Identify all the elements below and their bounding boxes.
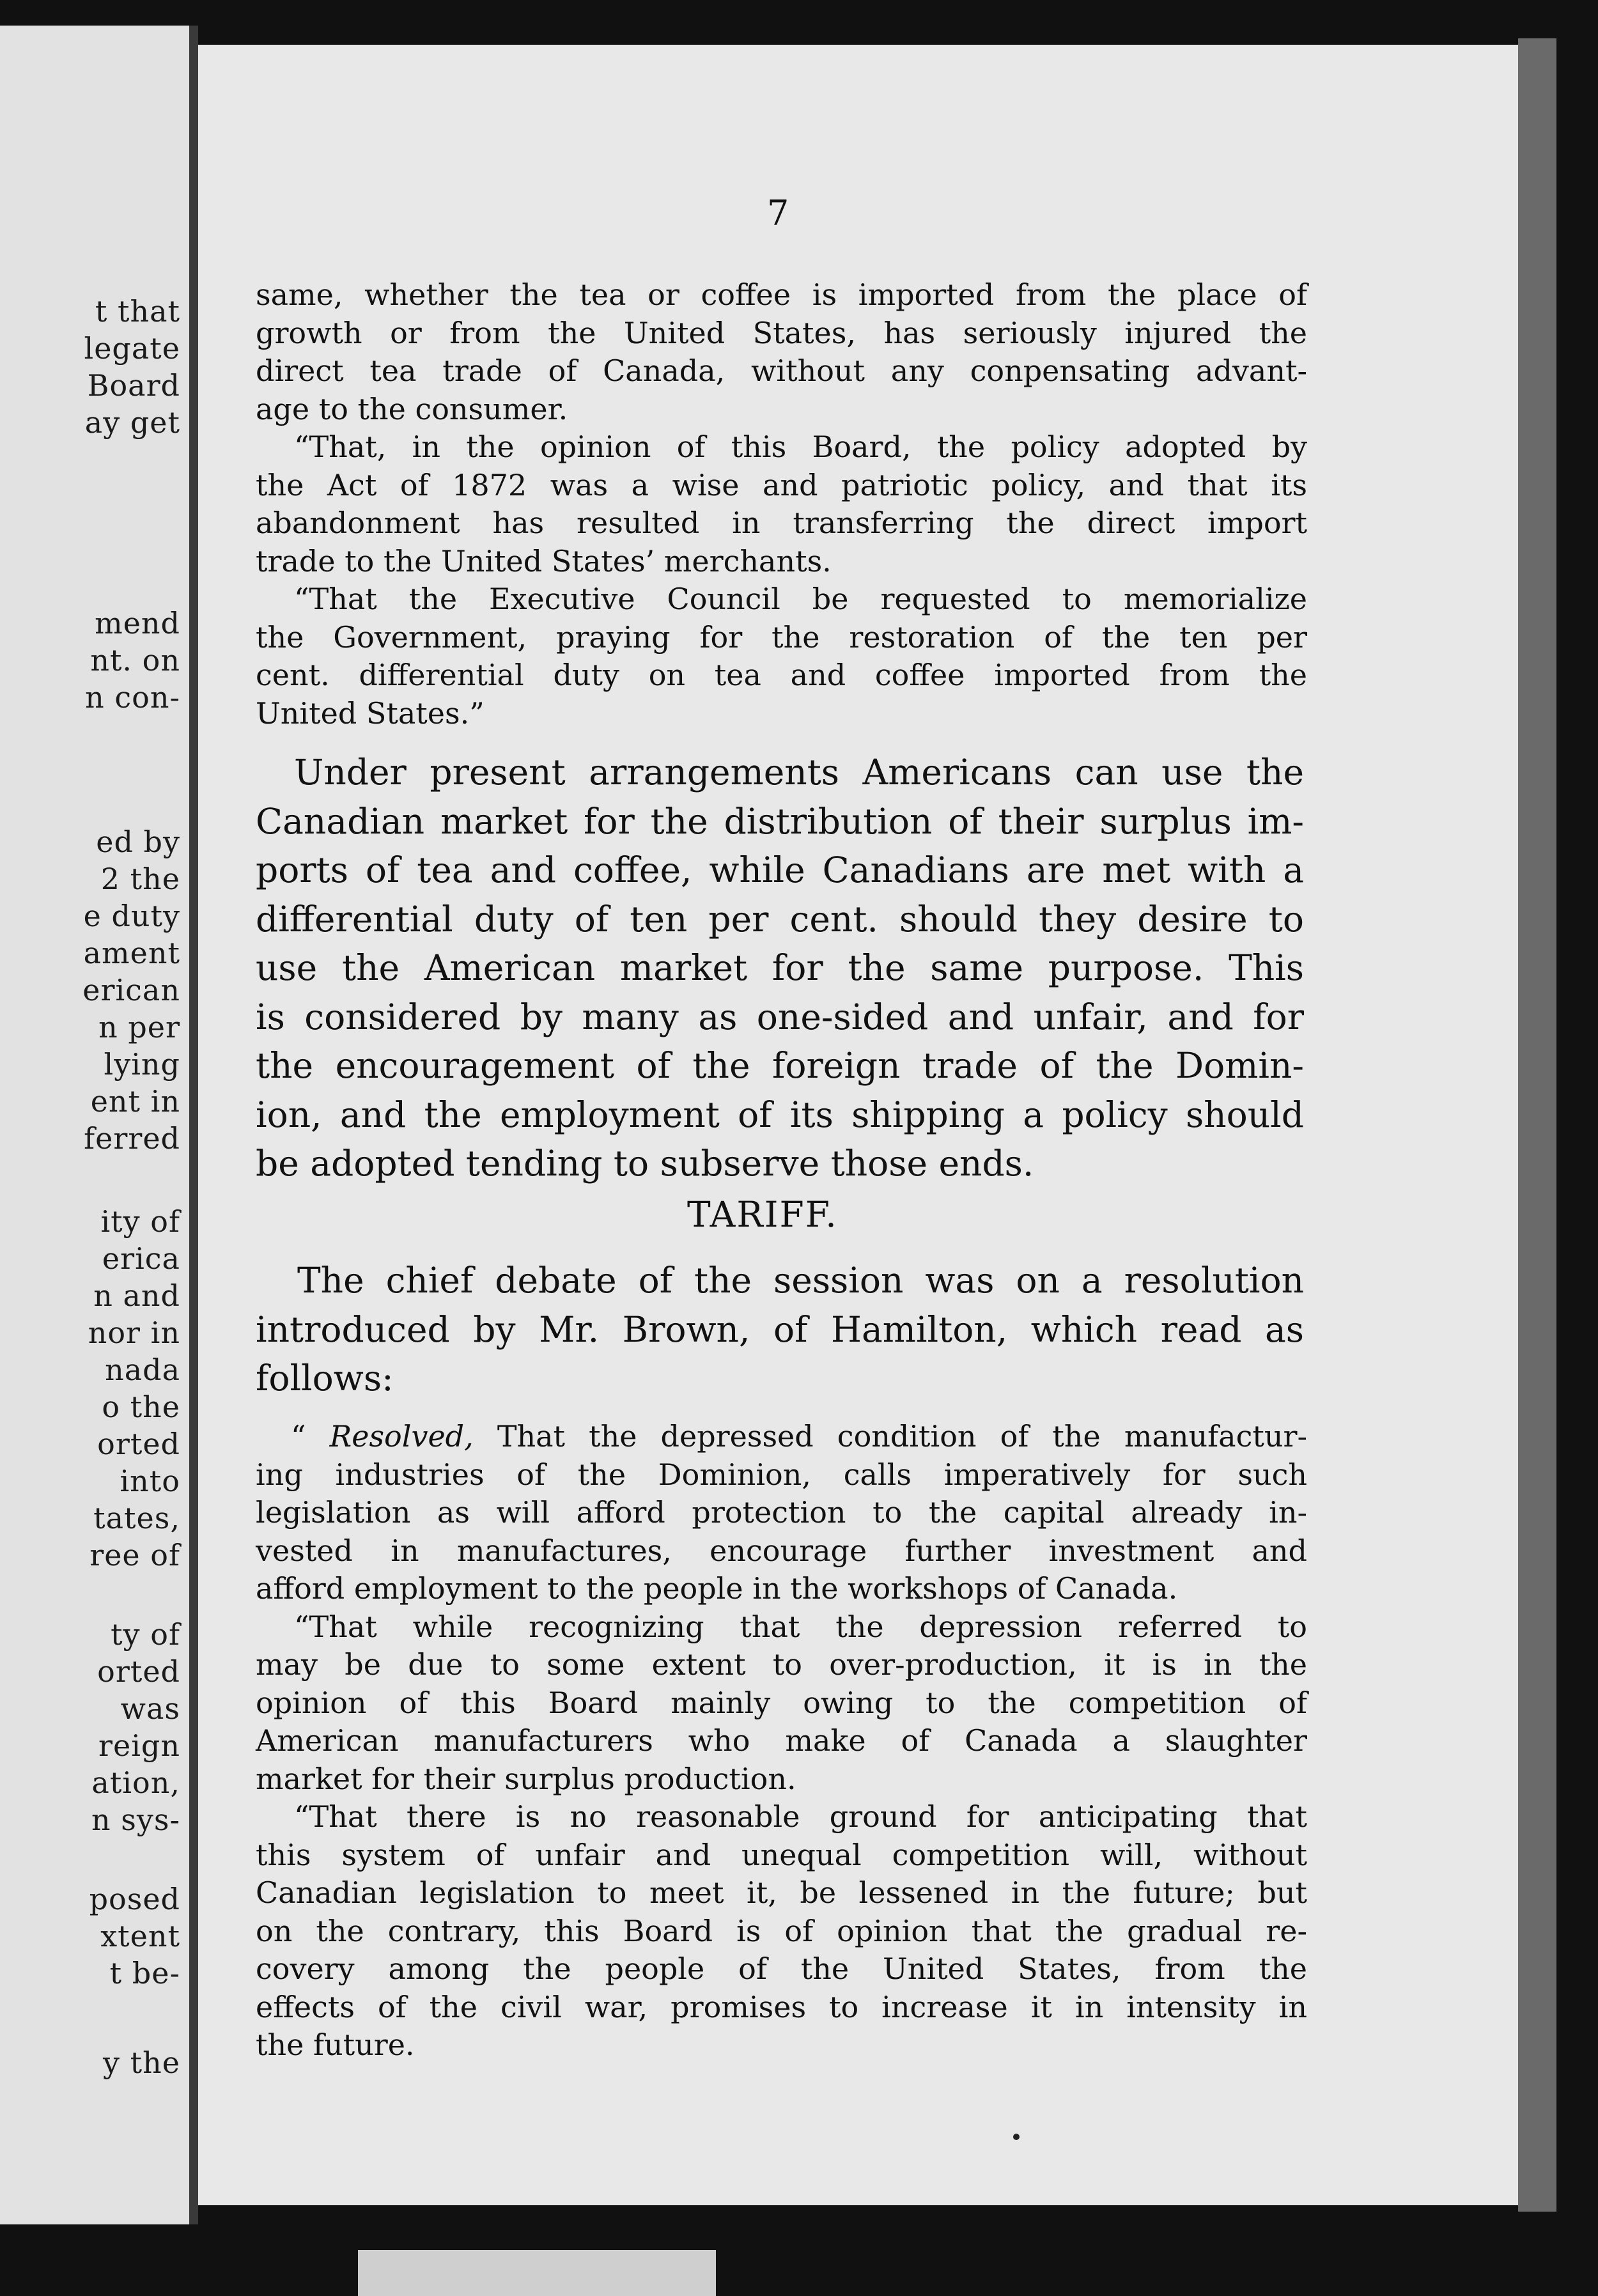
prev-line: orted bbox=[97, 1654, 180, 1689]
text-line: the Government, praying for the restoration of the ten per bbox=[256, 619, 1307, 655]
prev-line: ree of bbox=[89, 1538, 180, 1572]
text-line: differential duty of ten per cent. should they desire to bbox=[256, 898, 1304, 940]
text-line: Under present arrangements Americans can use the bbox=[294, 752, 1304, 793]
prev-line: n per bbox=[98, 1010, 180, 1044]
prev-line: erica bbox=[102, 1241, 180, 1276]
prev-line: n con- bbox=[85, 680, 180, 715]
prev-line: erican bbox=[82, 973, 180, 1007]
text-line: on the contrary, this Board is of opinion that the gradual re- bbox=[256, 1913, 1307, 1948]
text-line: “That while recognizing that the depression referred to bbox=[294, 1609, 1307, 1644]
section-heading-tariff: TARIFF. bbox=[687, 1194, 838, 1235]
prev-line: e duty bbox=[83, 899, 180, 933]
text-line: opinion of this Board mainly owing to the competition of bbox=[256, 1685, 1307, 1720]
text-line: the encouragement of the foreign trade of the Domin- bbox=[256, 1045, 1304, 1086]
text-line: same, whether the tea or coffee is imported from the place of bbox=[256, 277, 1307, 312]
prev-line: Board bbox=[87, 368, 180, 403]
text-line: Canadian legislation to meet it, be lessened in the future; but bbox=[256, 1875, 1307, 1910]
text-line: direct tea trade of Canada, without any conpensating advant- bbox=[256, 353, 1307, 388]
ink-speck bbox=[1013, 2134, 1020, 2140]
text-line bbox=[256, 1418, 1307, 1456]
text-line: ports of tea and coffee, while Canadians are met with a bbox=[256, 849, 1304, 890]
prev-line: ty of bbox=[111, 1617, 180, 1652]
text-line: introduced by Mr. Brown, of Hamilton, which read as bbox=[256, 1308, 1304, 1350]
prev-line: orted bbox=[97, 1427, 180, 1461]
previous-page-fragment bbox=[0, 26, 192, 2224]
prev-line: t be- bbox=[109, 1956, 180, 1990]
prev-line: posed bbox=[89, 1882, 180, 1916]
prev-line: ed by bbox=[96, 825, 180, 859]
tariff-resolution-quote bbox=[256, 1418, 1307, 2065]
text-line: cent. differential duty on tea and coffee imported from the bbox=[256, 658, 1307, 692]
text-line: may be due to some extent to over-production, it is in the bbox=[256, 1647, 1307, 1682]
prev-line: nt. on bbox=[90, 643, 180, 678]
opening-quote: “ bbox=[291, 1419, 330, 1454]
text-line: be adopted tending to subserve those ends. bbox=[256, 1143, 1034, 1184]
prev-line: mend bbox=[95, 606, 180, 640]
text-line: ing industries of the Dominion, calls imperatively for such bbox=[256, 1457, 1307, 1492]
prev-line: nor in bbox=[88, 1315, 180, 1350]
text-line: United States.” bbox=[256, 695, 485, 731]
first-line-rest: That the depressed condition of the manufactur- bbox=[473, 1419, 1307, 1454]
text-line: effects of the civil war, promises to increase it in intensity in bbox=[256, 1989, 1307, 2024]
prev-line: ation, bbox=[91, 1765, 180, 1800]
page-edge-shadow bbox=[1518, 38, 1556, 2212]
text-line: vested in manufactures, encourage further investment and bbox=[256, 1533, 1307, 1568]
markets-paragraph bbox=[256, 748, 1304, 1188]
text-line: covery among the people of the United States, from the bbox=[256, 1951, 1307, 1986]
prev-line: tates, bbox=[93, 1501, 180, 1535]
prev-line: nada bbox=[105, 1353, 180, 1387]
resolved-word: Resolved, bbox=[329, 1419, 474, 1454]
prev-line: xtent bbox=[100, 1919, 180, 1953]
debate-paragraph bbox=[256, 1256, 1304, 1403]
text-line: this system of unfair and unequal competition will, without bbox=[256, 1837, 1307, 1872]
binding-gutter bbox=[189, 26, 198, 2224]
text-line: legislation as will afford protection to the capital already in- bbox=[256, 1495, 1307, 1530]
text-line: use the American market for the same purpose. This bbox=[256, 947, 1304, 988]
prev-line: reign bbox=[98, 1728, 180, 1763]
page-number: 7 bbox=[767, 193, 789, 233]
prev-line: 2 the bbox=[100, 862, 180, 896]
prev-line: t that bbox=[95, 294, 180, 329]
text-line: “That there is no reasonable ground for anticipating that bbox=[294, 1799, 1307, 1834]
prev-line: ent in bbox=[90, 1084, 180, 1119]
text-line: is considered by many as one-sided and unfair, and for bbox=[256, 996, 1304, 1037]
prev-line: was bbox=[120, 1691, 180, 1726]
text-line: age to the consumer. bbox=[256, 391, 568, 426]
text-line: follows: bbox=[256, 1358, 394, 1399]
prev-line: legate bbox=[84, 331, 180, 366]
prev-line: o the bbox=[102, 1390, 180, 1424]
prev-line: into bbox=[120, 1464, 180, 1498]
text-line: ion, and the employment of its shipping a policy should bbox=[256, 1094, 1304, 1135]
text-line: Canadian market for the distribution of their surplus im- bbox=[256, 800, 1304, 842]
text-line: the future. bbox=[256, 2028, 415, 2062]
prev-line: ity of bbox=[100, 1204, 180, 1239]
prev-line: n and bbox=[93, 1278, 180, 1313]
text-line: growth or from the United States, has seriously injured the bbox=[256, 315, 1307, 350]
prev-line: lying bbox=[104, 1047, 180, 1082]
text-line: American manufacturers who make of Canada a slaughter bbox=[256, 1723, 1307, 1758]
prev-line: n sys- bbox=[91, 1803, 180, 1837]
prev-line: y the bbox=[103, 2045, 180, 2080]
text-line: abandonment has resulted in transferring the direct import bbox=[256, 506, 1307, 540]
text-line: afford employment to the people in the workshops of Canada. bbox=[256, 1571, 1178, 1606]
text-line: “That the Executive Council be requested to memorialize bbox=[294, 582, 1307, 616]
prev-line: ferred bbox=[84, 1121, 180, 1156]
text-line: the Act of 1872 was a wise and patriotic policy, and that its bbox=[256, 467, 1307, 502]
next-page-scrap bbox=[358, 2250, 716, 2296]
text-line: “That, in the opinion of this Board, the policy adopted by bbox=[294, 430, 1307, 464]
prev-line: ay get bbox=[84, 405, 180, 440]
text-line: trade to the United States’ merchants. bbox=[256, 543, 832, 578]
tea-resolution-quote bbox=[256, 276, 1307, 733]
prev-line: ament bbox=[83, 936, 180, 970]
text-line: market for their surplus production. bbox=[256, 1761, 796, 1796]
text-line: The chief debate of the session was on a resolution bbox=[297, 1260, 1304, 1301]
